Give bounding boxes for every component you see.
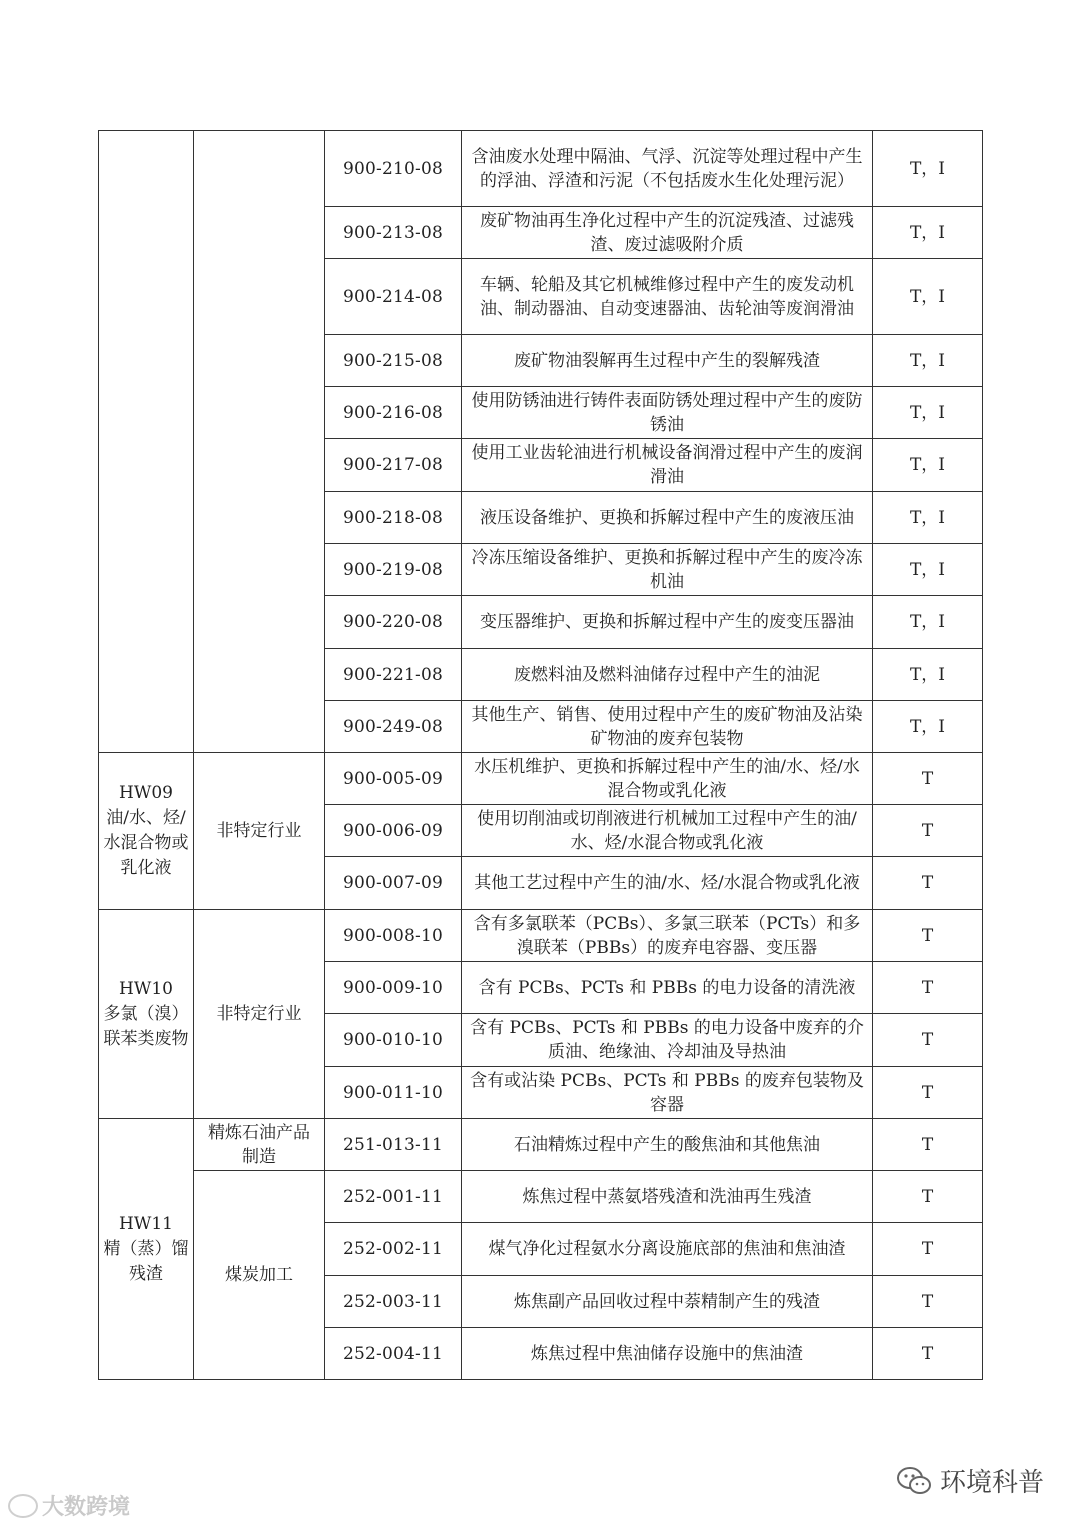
- waste-code: 900-005-09: [325, 753, 462, 805]
- waste-code: 252-001-11: [325, 1171, 462, 1223]
- waste-code: 900-210-08: [325, 131, 462, 207]
- watermark-right: [896, 1462, 1044, 1499]
- waste-code: 900-216-08: [325, 387, 462, 439]
- waste-description: 炼焦副产品回收过程中萘精制产生的残渣: [462, 1276, 873, 1328]
- category-cell-hw08-continued: [99, 131, 194, 753]
- waste-description: 使用工业齿轮油进行机械设备润滑过程中产生的废润滑油: [462, 439, 873, 492]
- hazard-property: T，I: [873, 207, 983, 259]
- waste-description: 炼焦过程中焦油储存设施中的焦油渣: [462, 1328, 873, 1380]
- hazard-property: T: [873, 1171, 983, 1223]
- waste-code: 900-218-08: [325, 492, 462, 544]
- waste-code: 900-220-08: [325, 596, 462, 649]
- watermark-left: [8, 1490, 130, 1521]
- table-row: [99, 1119, 983, 1171]
- waste-description: 其他生产、销售、使用过程中产生的废矿物油及沾染矿物油的废弃包装物: [462, 701, 873, 753]
- industry-cell: 精炼石油产品制造: [194, 1119, 325, 1171]
- hazard-property: T，I: [873, 596, 983, 649]
- hazard-property: T: [873, 1067, 983, 1119]
- waste-description: 含油废水处理中隔油、气浮、沉淀等处理过程中产生的浮油、浮渣和污泥（不包括废水生化处理污泥）: [462, 131, 873, 207]
- hazard-property: T，I: [873, 649, 983, 701]
- industry-cell: 非特定行业: [194, 753, 325, 910]
- table-row: [99, 131, 983, 207]
- industry-cell: 非特定行业: [194, 910, 325, 1119]
- hazard-property: T: [873, 1119, 983, 1171]
- waste-description: 含有 PCBs、PCTs 和 PBBs 的电力设备中废弃的介质油、绝缘油、冷却油及导热油: [462, 1014, 873, 1067]
- watermark-left-text: 大数跨境: [42, 1495, 131, 1520]
- hazard-property: T，I: [873, 335, 983, 387]
- table-row: [99, 753, 983, 805]
- hazard-property: T，I: [873, 544, 983, 596]
- waste-description: 煤气净化过程氨水分离设施底部的焦油和焦油渣: [462, 1223, 873, 1276]
- hazard-property: T: [873, 1014, 983, 1067]
- waste-description: 石油精炼过程中产生的酸焦油和其他焦油: [462, 1119, 873, 1171]
- waste-description: 废矿物油裂解再生过程中产生的裂解残渣: [462, 335, 873, 387]
- hazard-property: T，I: [873, 131, 983, 207]
- table-row: [99, 1171, 983, 1223]
- table-row: [99, 910, 983, 962]
- hazard-property: T，I: [873, 701, 983, 753]
- waste-code: 900-249-08: [325, 701, 462, 753]
- waste-code: 900-215-08: [325, 335, 462, 387]
- waste-code: 900-010-10: [325, 1014, 462, 1067]
- waste-description: 使用切削油或切削液进行机械加工过程中产生的油/水、烃/水混合物或乳化液: [462, 805, 873, 857]
- industry-cell-hw08-continued: [194, 131, 325, 753]
- waste-description: 液压设备维护、更换和拆解过程中产生的废液压油: [462, 492, 873, 544]
- category-cell-hw11: HW11 精（蒸）馏残渣: [99, 1119, 194, 1380]
- hazard-property: T: [873, 805, 983, 857]
- hazard-property: T，I: [873, 439, 983, 492]
- waste-code: 900-214-08: [325, 259, 462, 335]
- hazard-property: T，I: [873, 387, 983, 439]
- category-cell-hw10: HW10 多氯（溴）联苯类废物: [99, 910, 194, 1119]
- hazard-property: T: [873, 753, 983, 805]
- waste-description: 变压器维护、更换和拆解过程中产生的废变压器油: [462, 596, 873, 649]
- watermark-right-text: 环境科普: [939, 1468, 1044, 1498]
- waste-code: 900-008-10: [325, 910, 462, 962]
- hazard-property: T: [873, 1328, 983, 1380]
- waste-description: 废矿物油再生净化过程中产生的沉淀残渣、过滤残渣、废过滤吸附介质: [462, 207, 873, 259]
- category-cell-hw09: HW09 油/水、烃/水混合物或乳化液: [99, 753, 194, 910]
- waste-code: 252-002-11: [325, 1223, 462, 1276]
- waste-code: 900-011-10: [325, 1067, 462, 1119]
- waste-code: 900-006-09: [325, 805, 462, 857]
- hazard-property: T: [873, 1223, 983, 1276]
- waste-code: 900-219-08: [325, 544, 462, 596]
- waste-description: 水压机维护、更换和拆解过程中产生的油/水、烃/水混合物或乳化液: [462, 753, 873, 805]
- waste-code: 900-007-09: [325, 857, 462, 910]
- waste-description: 废燃料油及燃料油储存过程中产生的油泥: [462, 649, 873, 701]
- waste-description: 含有或沾染 PCBs、PCTs 和 PBBs 的废弃包装物及容器: [462, 1067, 873, 1119]
- waste-description: 含有 PCBs、PCTs 和 PBBs 的电力设备的清洗液: [462, 962, 873, 1014]
- waste-code: 252-004-11: [325, 1328, 462, 1380]
- waste-code: 251-013-11: [325, 1119, 462, 1171]
- waste-description: 车辆、轮船及其它机械维修过程中产生的废发动机油、制动器油、自动变速器油、齿轮油等废润滑油: [462, 259, 873, 335]
- hazard-property: T，I: [873, 492, 983, 544]
- waste-code: 900-217-08: [325, 439, 462, 492]
- hazard-property: T: [873, 910, 983, 962]
- waste-description: 冷冻压缩设备维护、更换和拆解过程中产生的废冷冻机油: [462, 544, 873, 596]
- hazard-property: T: [873, 857, 983, 910]
- wechat-icon: [896, 1466, 932, 1496]
- hazardous-waste-table: [98, 130, 983, 1380]
- waste-code: 900-221-08: [325, 649, 462, 701]
- dashu-logo-icon: [8, 1494, 38, 1518]
- waste-description: 含有多氯联苯（PCBs）、多氯三联苯（PCTs）和多溴联苯（PBBs）的废弃电容器、变压器: [462, 910, 873, 962]
- waste-code: 900-213-08: [325, 207, 462, 259]
- waste-description: 使用防锈油进行铸件表面防锈处理过程中产生的废防锈油: [462, 387, 873, 439]
- industry-cell: 煤炭加工: [194, 1171, 325, 1380]
- waste-code: 252-003-11: [325, 1276, 462, 1328]
- hazard-property: T: [873, 962, 983, 1014]
- waste-code: 900-009-10: [325, 962, 462, 1014]
- hazard-property: T，I: [873, 259, 983, 335]
- waste-description: 其他工艺过程中产生的油/水、烃/水混合物或乳化液: [462, 857, 873, 910]
- hazard-property: T: [873, 1276, 983, 1328]
- waste-description: 炼焦过程中蒸氨塔残渣和洗油再生残渣: [462, 1171, 873, 1223]
